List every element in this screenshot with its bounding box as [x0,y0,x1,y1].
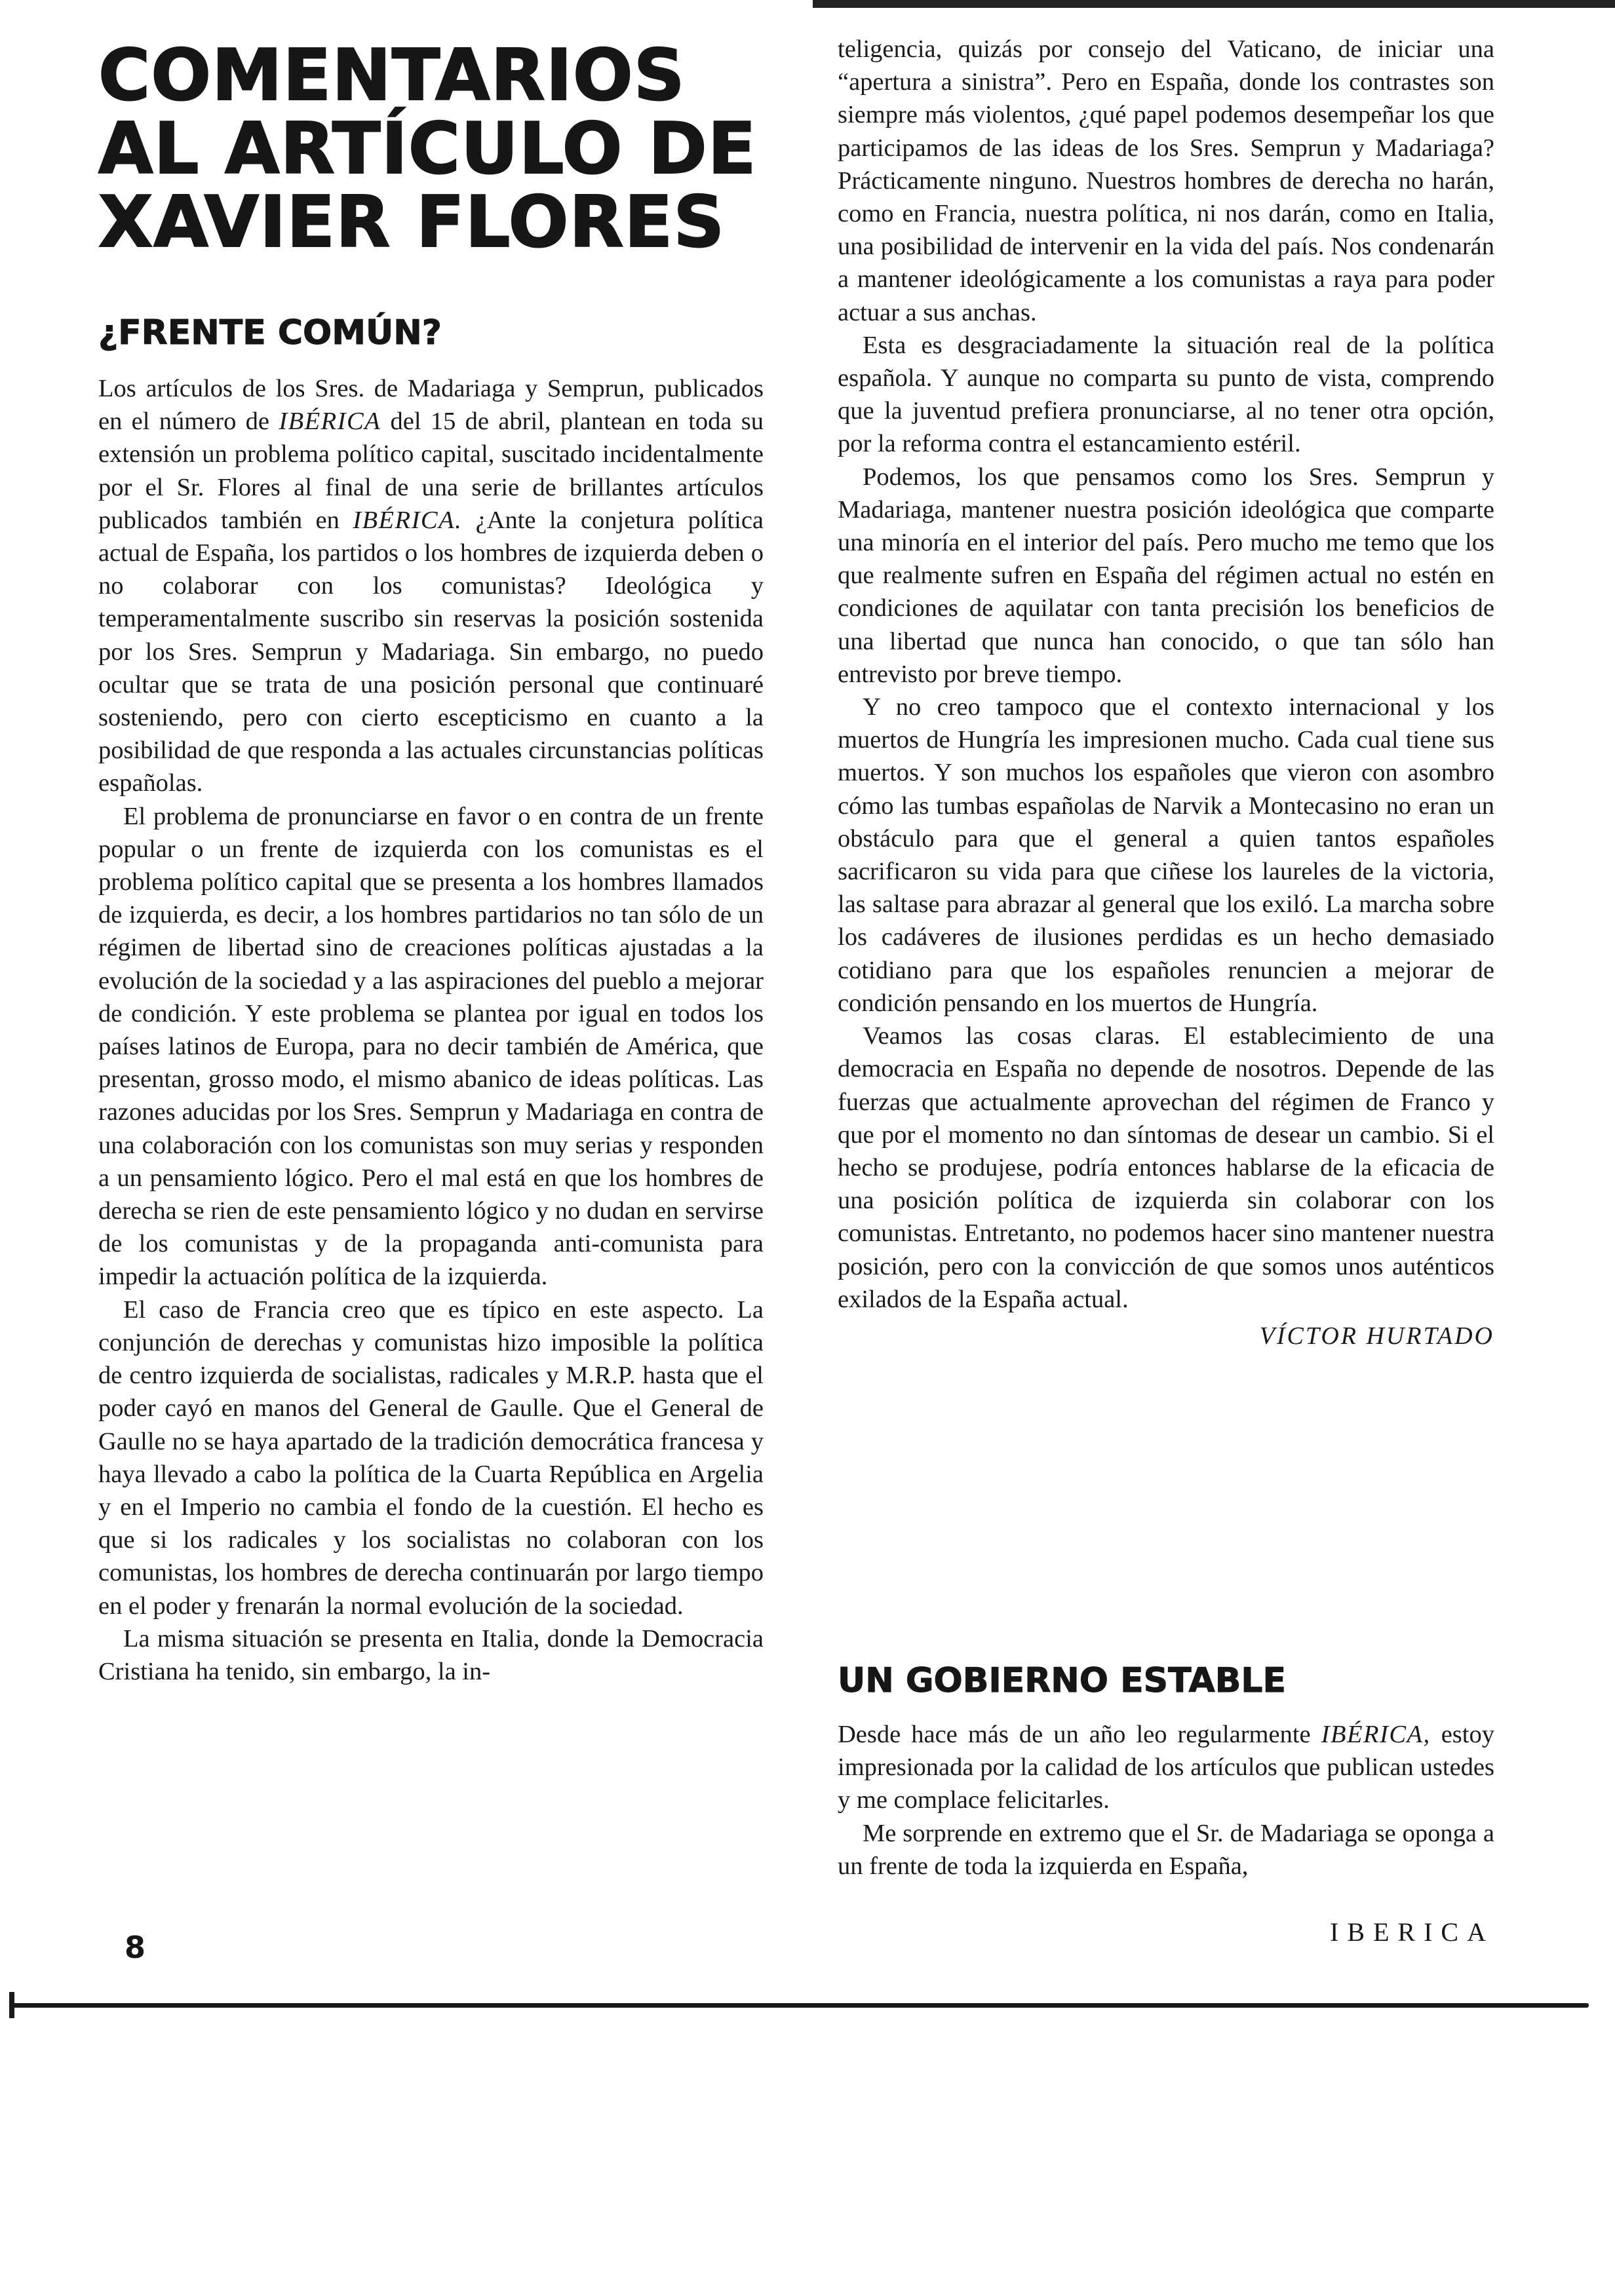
article-title: COMENTARIOS AL ARTÍCULO DE XAVIER FLORES [98,35,757,263]
letter1-p1-text-b: del 15 de abril, plantean en toda su extensión un problema político capital, suscitado incidentalmente por el Sr. Flores al final de una serie de brillantes artículos publicados también en [98,408,764,534]
letter1-paragraph-2: El problema de pronunciarse en favor o en contra de un frente popular o un frente de izquierda con los comunistas es el problema político capital que se presenta a los hombres llamados de izquierda, es decir, a los hombres partidarios no tan sólo de un régimen de libertad sino de creaciones políticas ajustadas a la evolución de la sociedad y a las aspiraciones del pueblo a mejorar de condición. Y este problema se plantea por igual en todos los países latinos de Europa, para no decir también de América, que presentan, grosso modo, el mismo abanico de ideas políticas. Las razones aducidas por los Sres. Semprun y Madariaga en contra de una colaboración con los comunistas son muy serias y responden a un pensamiento lógico. Pero el mal está en que los hombres de derecha se rien de este pensamiento lógico y no dudan en servirse de los comunistas y de la propaganda anti-comunista para impedir la actuación política de la izquierda. [98,802,764,1291]
letter1-paragraph-8: Veamos las cosas claras. El establecimiento de una democracia en España no depende de nosotros. Depende de las fuerzas que actualmente aprovechan del régimen de Franco y que por el momento no dan síntomas de desear un cambio. Si el hecho se produjese, podría entonces hablarse de la eficacia de una posición política de izquierda sin colaborar con los comunistas. Entretanto, no podemos hacer sino mantener nuestra posición, pero con la convicción de que somos unos auténticos exilados de la España actual. [838,1022,1494,1313]
letter1-column-right [838,33,1494,1352]
letter2-p1-text-b: estoy impresionada por la calidad de los artículos que publican ustedes y me complace felicitarles. [838,1721,1494,1814]
letter1-p1-text-c: ¿Ante la conjetura política actual de España, los partidos o los hombres de izquierda deben o no colaborar con los comunistas? Ideológica y temperamentalmente suscribo sin reservas la posición sostenida por los Sres. Semprun y Madariaga. Sin embargo, no puedo ocultar que se trata de una posición personal que continuaré sosteniendo, pero con cierto escepticismo en cuanto a la posibilidad de que responda a las actuales circunstancias políticas españolas. [98,506,764,797]
page-number: 8 [125,1930,146,1965]
letter1-p1-text-a: Los artículos de los Sres. de Madariaga y Semprun, publicados en el número de [98,375,764,436]
letter2-body [838,1718,1494,1883]
letter1-paragraph-7: Y no creo tampoco que el contexto internacional y los muertos de Hungría les impresionen mucho. Cada cual tiene sus muertos. Y son muchos los españoles que vieron con asombro cómo las tumbas españolas de Narvik a Montecasino no eran un obstáculo para que el general a quien tantos españoles sacrificaron su vida para que ciñese los laureles de la victoria, las saltase para abrazar al general que los exiló. La marcha sobre los cadáveres de ilusiones perdidas es un hecho demasiado cotidiano para que los españoles renuncien a mejorar de condición pensando en los muertos de Hungría. [838,693,1494,1017]
letter2-paragraph-1 [838,1718,1494,1817]
letter1-paragraph-4-continued: teligencia, quizás por consejo del Vaticano, de iniciar una “apertura a sinistra”. Pero en España, donde los contrastes son siempre más violentos, ¿qué papel podemos desempeñar los que participamos de las ideas de los Sres. Semprun y Madariaga? Prácticamente ninguno. Nuestros hombres de derecha no harán, como en Francia, nuestra política, ni nos darán, como en Italia, una posibilidad de intervenir en la vida del país. Nos condenarán a mantener ideológicamente a los comunistas a raya para poder actuar a sus anchas. [838,35,1494,326]
top-rule [813,0,1615,8]
running-footer-magazine: IBERICA [1330,1917,1494,1947]
letter1-heading: ¿FRENTE COMÚN? [98,313,442,353]
letter1-column-left [98,372,764,1688]
letter1-paragraph-3: El caso de Francia creo que es típico en este aspecto. La conjunción de derechas y comunistas hizo imposible la política de centro izquierda de socialistas, radicales y M.R.P. hasta que el poder cayó en manos del General de Gaulle. Que el General de Gaulle no se haya apartado de la tradición democrática francesa y haya llevado a cabo la política de la Cuarta República en Argelia y en el Imperio no cambia el fondo de la cuestión. El hecho es que si los radicales y los socialistas no colaboran con los comunistas, los hombres de derecha continuarán por largo tiempo en el poder y frenarán la normal evolución de la sociedad. [98,1295,764,1620]
letter2-paragraph-2: Me sorprende en extremo que el Sr. de Madariaga se oponga a un frente de toda la izquierda en España, [838,1819,1494,1880]
magazine-name-italic: IBÉRICA. [353,506,463,534]
letter1-paragraph-4-start: La misma situación se presenta en Italia, donde la Democracia Cristiana ha tenido, sin embargo, la in- [98,1624,764,1685]
letter1-paragraph-5: Esta es desgraciadamente la situación real de la política española. Y aunque no comparta su punto de vista, comprendo que la juventud prefiera pronunciarse, al no tener otra opción, por la reforma contra el estancamiento estéril. [838,331,1494,458]
letter2-p1-text-a: Desde hace más de un año leo regularmente [838,1721,1321,1748]
bottom-rule [9,2003,1589,2008]
letter1-paragraph-6: Podemos, los que pensamos como los Sres. Semprun y Madariaga, mantener nuestra posición ideológica que comparte una minoría en el interior del país. Pero mucho me temo que los que realmente sufren en España del régimen actual no estén en condiciones de aquilatar con tanta precisión los beneficios de una libertad que nunca han conocido, o que tan sólo han entrevisto por breve tiempo. [838,463,1494,688]
letter1-signature: VÍCTOR HURTADO [1259,1322,1494,1350]
letter2-heading: UN GOBIERNO ESTABLE [838,1661,1287,1700]
magazine-name-italic: IBÉRICA [279,408,381,436]
letter1-paragraph-1 [98,372,764,800]
magazine-name-italic: IBÉRICA, [1321,1721,1431,1748]
